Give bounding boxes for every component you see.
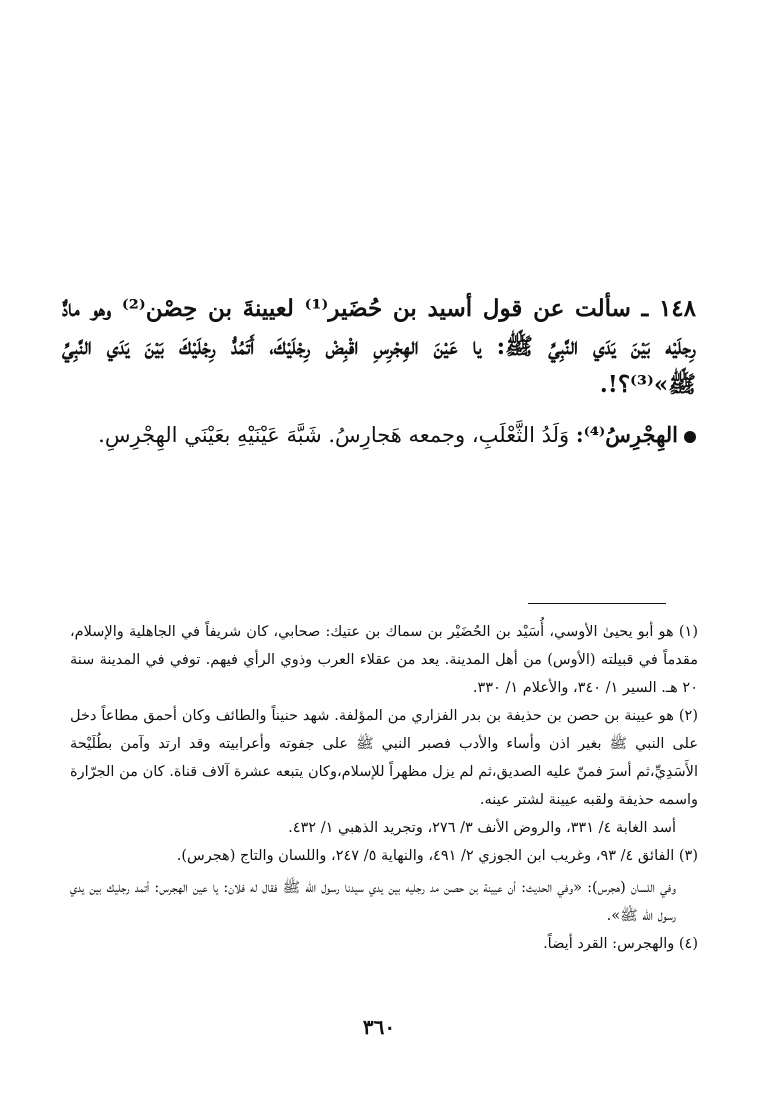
footnote-3-lisan-quote: وفي اللسان (هجرس): «وفي الحديث: أن عيينة بن حصن مد رجليه بين يدي سيدنا رسول الله ﷺ فقال له فلان: يا عين الهجرس: أتمد رجليك بين يدي رسول الله ﷺ». [70, 880, 676, 924]
entry-paragraph: ١٤٨ ـ سألت عن قول أسيد بن حُضَير⁽¹⁾ لعيينةَ بن حِصْن⁽²⁾ وهو مادٌّ رِجلَيْه بَيْنَ يَدَي النَّبِيِّ ﷺ: يا عَيْنَ الهِجْرِسِ اقْبِضْ رِجْلَيْكَ، أَتَمُدُّ رِجْلَيْكَ بَيْنَ يَدَي النَّبِيِّ ﷺ»⁽³⁾؟!. [62, 295, 697, 398]
gloss-paragraph [62, 416, 696, 454]
footnotes [70, 618, 698, 958]
bullet-icon [684, 431, 696, 443]
gloss-headword: الهِجْرِسُ⁽⁴⁾: [575, 422, 678, 447]
footnote-4: (٤) والهجرس: القرد أيضاً. [543, 936, 698, 952]
gloss-text: وَلَدُ الثَّعْلَبِ، وجمعه هَجارِسُ. شَبَّهَ عَيْنَيْهِ بعَيْنَي الهِجْرِسِ. [98, 423, 570, 447]
main-text [62, 290, 696, 454]
footnote-2: (٢) هو عيينة بن حصن بن حذيفة بن بدر الفزاري من المؤلفة. شهد حنيناً والطائف وكان أحمق مطاعاً دخل على النبي ﷺ بغير اذن وأساء والأدب فصبر النبي ﷺ على جفوته وأعرابيته وقد ارتد وآمن بطُلَيْحة الأَسَدِيِّ،ثم أسرَ فمنّ عليه الصديق،ثم لم يزل مظهراً للإسلام،وكان يتبعه عشرة آلاف قناة. كان من الجرّارة واسمه حذيفة ولقبه عيينة لشتر عينه. [70, 708, 698, 808]
footnote-2-references: أسد الغابة ٤/ ٣٣١، والروض الأنف ٣/ ٢٧٦، وتجريد الذهبي ١/ ٤٣٢. [288, 820, 676, 836]
footnote-3: (٣) الفائق ٤/ ٩٣، وغريب ابن الجوزي ٢/ ٤٩١، والنهاية ٥/ ٢٤٧، واللسان والتاج (هجرس). [176, 848, 698, 864]
page-number: ٣٦٠ [362, 1015, 396, 1039]
footnote-1: (١) هو أبو يحيىٰ الأوسي، أُسَيْد بن الحُضَيْر بن سماك بن عتيك: صحابي، كان شريفاً في الجاهلية والإسلام، مقدماً في قبيلته (الأوس) من أهل المدينة. يعد من عقلاء العرب وذوي الرأي فيهم. توفي في المدينة سنة ٢٠ هـ. السير ١/ ٣٤٠، والأعلام ١/ ٣٣٠. [70, 624, 698, 696]
footnote-divider [528, 603, 666, 604]
